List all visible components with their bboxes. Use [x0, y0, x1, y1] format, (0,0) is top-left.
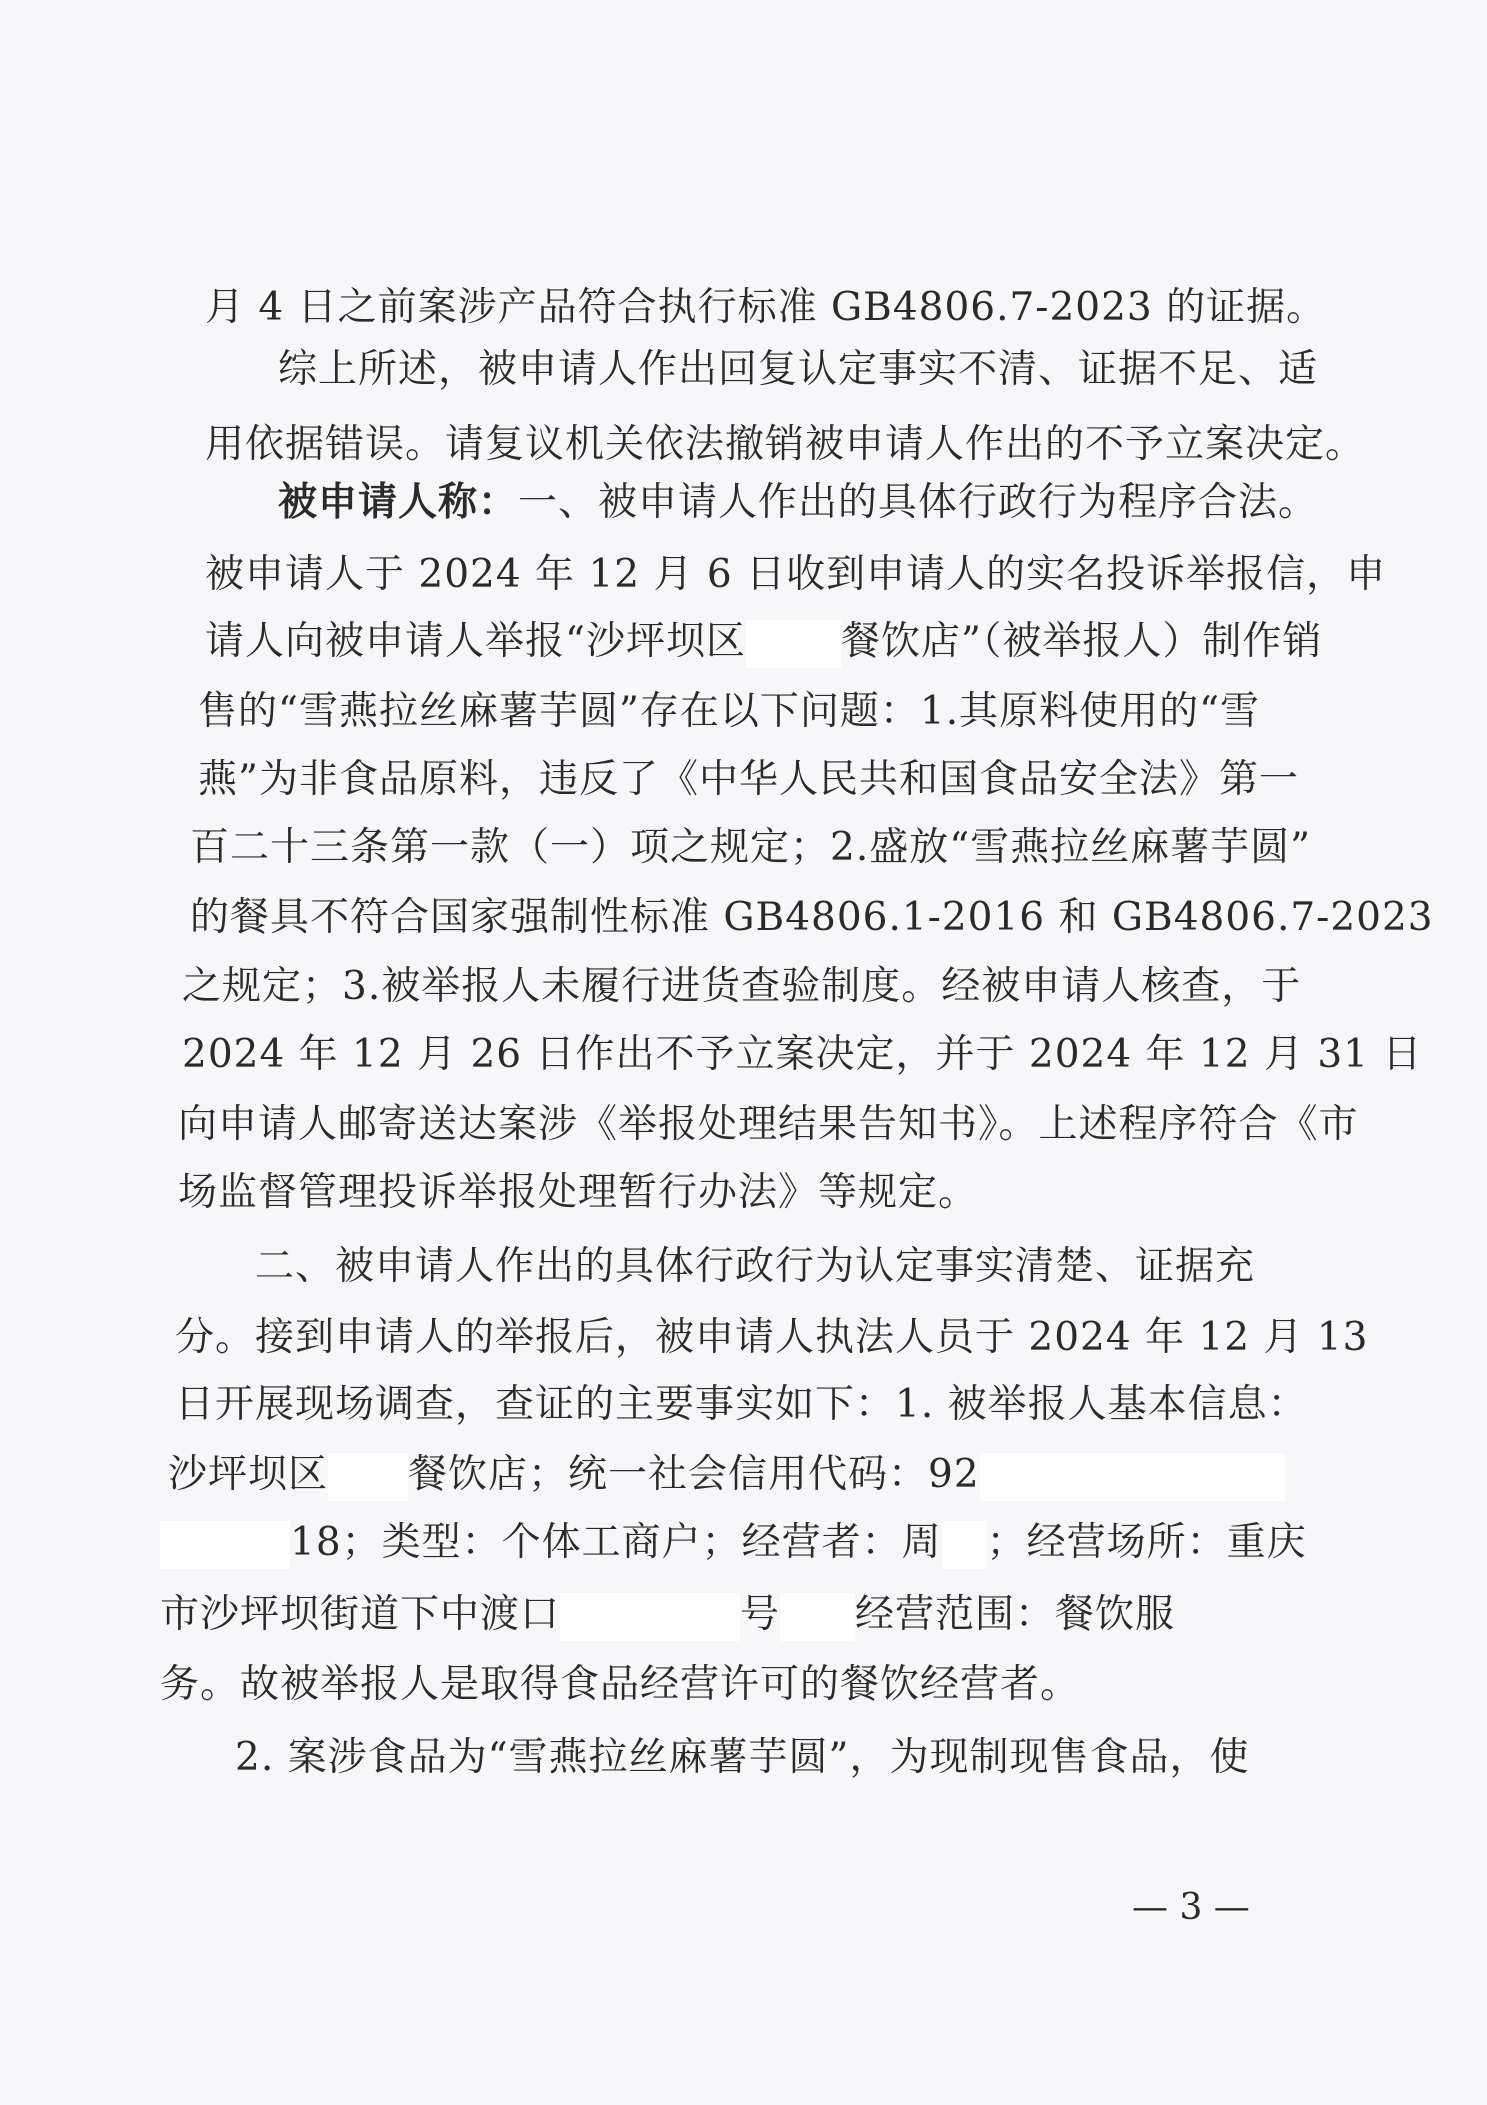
- text-line-22: 2. 案涉食品为“雪燕拉丝麻薯芋圆”，为现制现售食品，使: [235, 1735, 1250, 1780]
- redaction-box: [980, 1453, 1285, 1501]
- text-line-16: 分。接到申请人的举报后，被申请人执法人员于 2024 年 12 月 13: [175, 1315, 1369, 1360]
- text-line-8: 燕”为非食品原料，违反了《中华人民共和国食品安全法》第一: [198, 757, 1299, 802]
- text-line-13: 向申请人邮寄送达案涉《举报处理结果告知书》。上述程序符合《市: [178, 1102, 1359, 1147]
- text-line-7: 售的“雪燕拉丝麻薯芋圆”存在以下问题：1.其原料使用的“雪: [198, 689, 1261, 734]
- text-line-15: 二、被申请人作出的具体行政行为认定事实清楚、证据充: [255, 1244, 1256, 1289]
- redaction-box: [942, 1521, 987, 1569]
- text-line-6-part2: 餐饮店”（被举报人）制作销: [840, 619, 1323, 664]
- redaction-box: [160, 1521, 290, 1569]
- text-line-20-part1: 市沙坪坝街道下中渡口: [160, 1592, 561, 1637]
- text-line-20: [160, 1590, 1175, 1641]
- text-line-19-part1: 18；类型：个体工商户；经营者：周: [290, 1520, 942, 1565]
- respondent-heading: 被申请人称：: [278, 479, 519, 525]
- text-line-6-part1: 请人向被申请人举报“沙坪坝区: [205, 619, 746, 664]
- text-line-4: [278, 477, 1318, 528]
- text-line-21: 务。故被举报人是取得食品经营许可的餐饮经营者。: [160, 1662, 1081, 1707]
- text-line-18: [168, 1450, 1285, 1501]
- text-line-12: 2024 年 12 月 26 日作出不予立案决定，并于 2024 年 12 月 31 日: [182, 1032, 1423, 1077]
- text-line-14: 场监督管理投诉举报处理暂行办法》等规定。: [178, 1170, 979, 1215]
- text-line-2: 综上所述，被申请人作出回复认定事实不清、证据不足、适: [278, 347, 1319, 392]
- text-line-9: 百二十三条第一款（一）项之规定；2.盛放“雪燕拉丝麻薯芋圆”: [190, 825, 1312, 870]
- text-line-20-part2: 号: [740, 1592, 781, 1637]
- text-line-17: 日开展现场调查，查证的主要事实如下：1. 被举报人基本信息：: [175, 1382, 1308, 1427]
- text-line-19-part2: ；经营场所：重庆: [986, 1520, 1307, 1565]
- text-line-6: [205, 617, 1322, 668]
- redaction-box: [560, 1593, 740, 1641]
- redaction-box: [328, 1453, 408, 1501]
- text-line-18-part1: 沙坪坝区: [168, 1452, 329, 1497]
- text-line-4-body: 一、被申请人作出的具体行政行为程序合法。: [518, 480, 1319, 525]
- text-line-11: 之规定；3.被举报人未履行进货查验制度。经被申请人核查，于: [182, 964, 1302, 1009]
- text-line-20-part3: 经营范围：餐饮服: [855, 1592, 1176, 1637]
- redaction-box: [746, 620, 841, 668]
- text-line-19: [160, 1518, 1307, 1569]
- text-line-3: 用依据错误。请复议机关依法撤销被申请人作出的不予立案决定。: [205, 422, 1366, 467]
- page-number: — 3 —: [1132, 1887, 1250, 1928]
- text-line-18-part2: 餐饮店；统一社会信用代码：92: [408, 1452, 980, 1497]
- text-line-5: 被申请人于 2024 年 12 月 6 日收到申请人的实名投诉举报信，申: [205, 552, 1387, 597]
- text-line-10: 的餐具不符合国家强制性标准 GB4806.1-2016 和 GB4806.7-2023: [190, 895, 1434, 940]
- text-line-1: 月 4 日之前案涉产品符合执行标准 GB4806.7-2023 的证据。: [205, 285, 1327, 330]
- redaction-box: [780, 1593, 855, 1641]
